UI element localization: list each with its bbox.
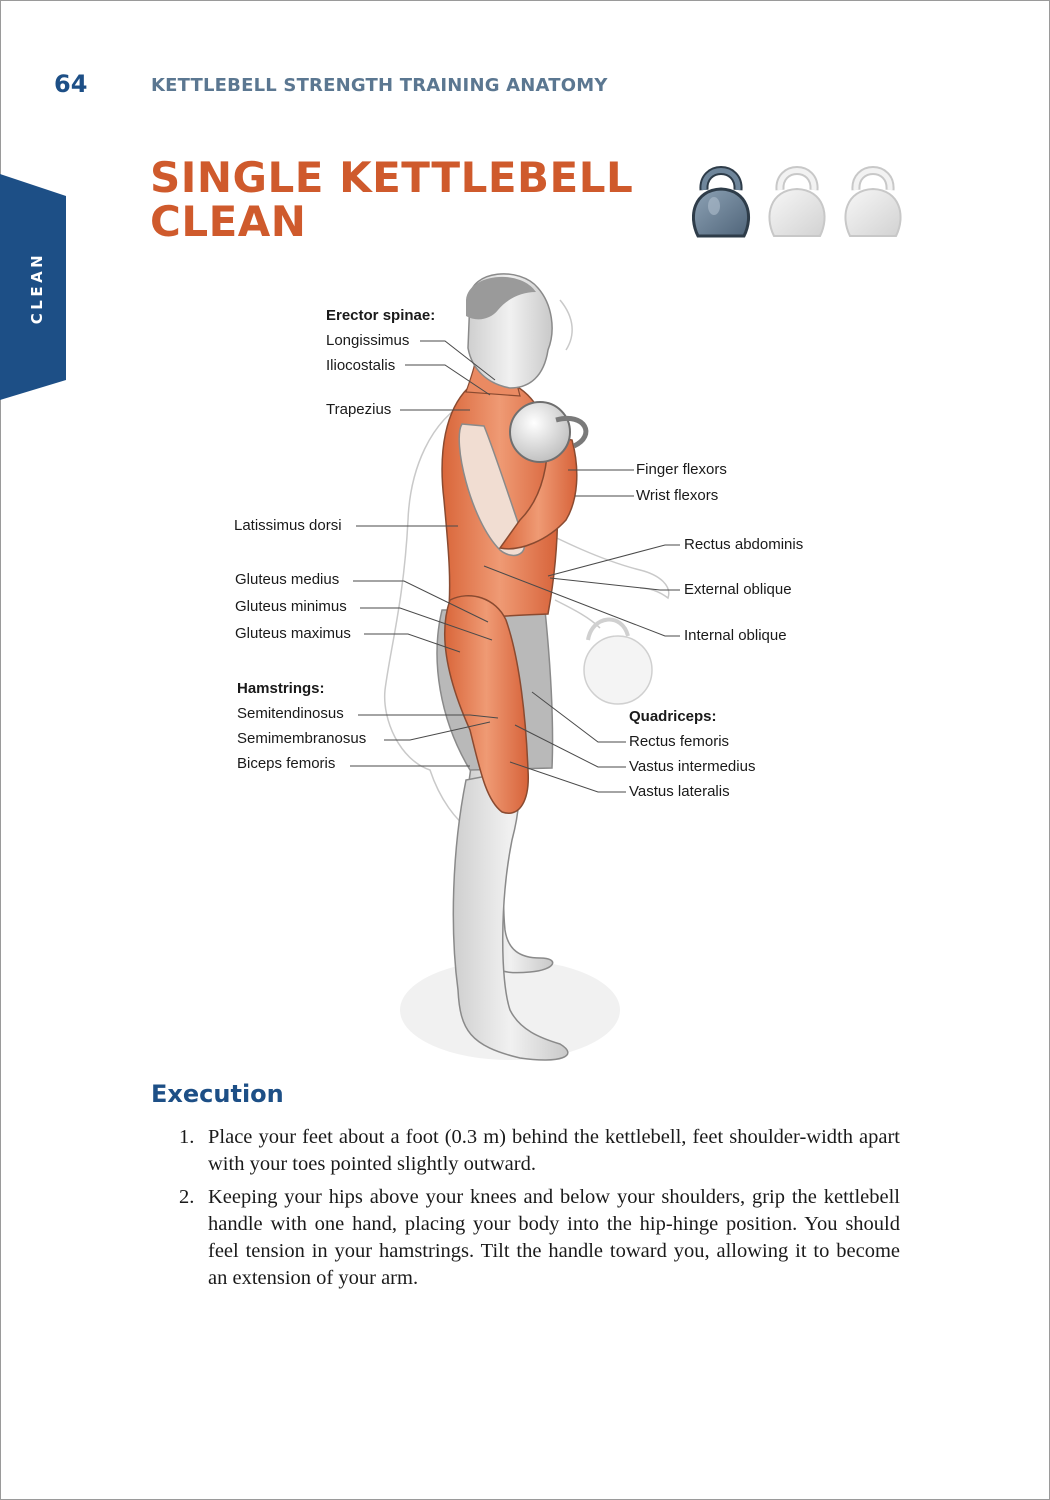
step-number: 2. (179, 1186, 195, 1208)
side-tab-text: CLEAN (28, 251, 47, 325)
label-external-oblique: External oblique (684, 581, 792, 598)
label-vastus-intermedius: Vastus intermedius (629, 758, 756, 775)
running-head: KETTLEBELL STRENGTH TRAINING ANATOMY (151, 75, 608, 96)
execution-steps (173, 1124, 900, 1298)
label-semitendinosus: Semitendinosus (237, 705, 344, 722)
page-number: 64 (54, 70, 88, 98)
label-hamstrings: Hamstrings: (237, 680, 325, 697)
label-trapezius: Trapezius (326, 401, 392, 418)
label-vastus-lateralis: Vastus lateralis (629, 783, 730, 800)
step-text: Keeping your hips above your knees and below your shoulders, grip the kettlebell handle with one hand, placing your body into the hip-hinge position. You should feel tension in your hamstrings. Tilt the handle toward you, allowing it to become an extension of your arm. (208, 1186, 900, 1289)
leader-rectus-abdominis (548, 545, 680, 576)
title-line-2: CLEAN (150, 197, 307, 246)
label-internal-oblique: Internal oblique (684, 627, 787, 644)
label-wrist-flexors: Wrist flexors (636, 487, 719, 504)
label-longissimus: Longissimus (326, 332, 410, 349)
label-finger-flexors: Finger flexors (636, 461, 727, 478)
execution-heading: Execution (151, 1080, 284, 1108)
label-gluteus-minimus: Gluteus minimus (235, 598, 347, 615)
execution-step (173, 1124, 900, 1178)
step-text: Place your feet about a foot (0.3 m) behind the kettlebell, feet shoulder-width apart with your toes pointed slightly outward. (208, 1126, 900, 1175)
execution-step (173, 1184, 900, 1292)
label-biceps-femoris: Biceps femoris (237, 755, 336, 772)
label-iliocostalis: Iliocostalis (326, 357, 396, 374)
label-gluteus-medius: Gluteus medius (235, 571, 340, 588)
title-line-1: SINGLE KETTLEBELL (150, 153, 634, 202)
label-rectus-femoris: Rectus femoris (629, 733, 730, 750)
step-number: 1. (179, 1126, 195, 1148)
label-rectus-abdominis: Rectus abdominis (684, 536, 804, 553)
label-gluteus-maximus: Gluteus maximus (235, 625, 351, 642)
label-semimembranosus: Semimembranosus (237, 730, 367, 747)
label-quadriceps: Quadriceps: (629, 708, 717, 725)
label-latissimus-dorsi: Latissimus dorsi (234, 517, 342, 534)
label-erector-spinae: Erector spinae: (326, 307, 436, 324)
